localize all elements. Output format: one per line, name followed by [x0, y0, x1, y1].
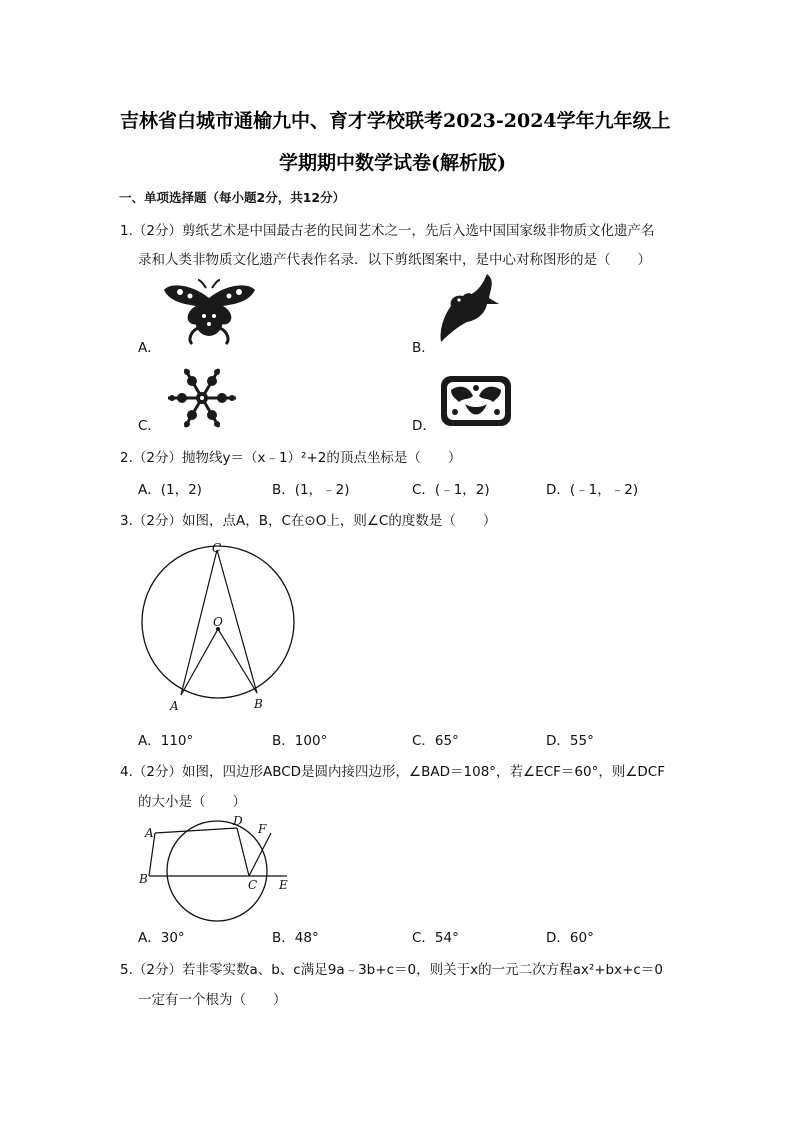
q2-option-a[interactable]: A．(1，2) — [138, 482, 202, 498]
question-2-text: 2.（2分）抛物线y＝（x﹣1）²+2的顶点坐标是（ ） — [120, 450, 462, 466]
butterfly-papercut-image — [162, 280, 257, 348]
swallow-papercut-image — [435, 274, 503, 346]
q4-label-b: B — [139, 872, 148, 886]
q4-label-a: A — [145, 826, 154, 840]
snowflake-papercut-image — [166, 362, 238, 434]
circle-figure-q3 — [130, 540, 310, 720]
q3-option-d[interactable]: D．55° — [546, 733, 594, 749]
q3-option-b[interactable]: B．100° — [272, 733, 328, 749]
q3-label-o: O — [213, 615, 223, 629]
q1-option-c-label[interactable]: C． — [138, 418, 161, 434]
q4-label-d: D — [233, 814, 243, 828]
q3-label-b: B — [254, 697, 263, 711]
question-4-line-2: 的大小是（ ） — [138, 794, 246, 810]
q3-label-c: C — [212, 541, 222, 555]
question-5-line-2: 一定有一个根为（ ） — [138, 992, 287, 1008]
q4-option-d[interactable]: D．60° — [546, 930, 594, 946]
question-4-line-1: 4.（2分）如图，四边形ABCD是圆内接四边形，∠BAD＝108°，若∠ECF＝60°，则∠DCF — [120, 764, 666, 780]
two-birds-papercut-image — [439, 374, 513, 428]
q1-option-d-label[interactable]: D． — [412, 418, 436, 434]
question-1-line-2: 录和人类非物质文化遗产代表作名录．以下剪纸图案中，是中心对称图形的是（ ） — [138, 252, 651, 268]
page-title-line-2: 学期期中数学试卷(解析版) — [279, 152, 506, 174]
q4-label-e: E — [279, 878, 288, 892]
q4-option-c[interactable]: C．54° — [412, 930, 459, 946]
q4-label-f: F — [258, 822, 267, 836]
q1-option-b-label[interactable]: B． — [412, 340, 435, 356]
question-1-line-1: 1.（2分）剪纸艺术是中国最古老的民间艺术之一，先后入选中国国家级非物质文化遗产名 — [120, 223, 655, 239]
cyclic-quadrilateral-figure-q4 — [135, 813, 305, 918]
section-heading: 一、单项选择题（每小题2分，共12分） — [119, 190, 346, 205]
q4-option-b[interactable]: B．48° — [272, 930, 319, 946]
q4-option-a[interactable]: A．30° — [138, 930, 185, 946]
q4-label-c: C — [248, 878, 258, 892]
q1-option-a-label[interactable]: A． — [138, 340, 161, 356]
q3-option-c[interactable]: C．65° — [412, 733, 459, 749]
question-5-line-1: 5.（2分）若非零实数a、b、c满足9a﹣3b+c＝0，则关于x的一元二次方程ax²+bx+c＝0 — [120, 962, 663, 978]
q2-option-b[interactable]: B．(1，﹣2) — [272, 482, 350, 498]
q3-option-a[interactable]: A．110° — [138, 733, 194, 749]
page-title-line-1: 吉林省白城市通榆九中、育才学校联考2023-2024学年九年级上 — [120, 110, 671, 132]
q2-option-d[interactable]: D．(﹣1，﹣2) — [546, 482, 639, 498]
q2-option-c[interactable]: C．(﹣1，2) — [412, 482, 490, 498]
question-3-text: 3.（2分）如图，点A，B，C在⊙O上，则∠C的度数是（ ） — [120, 513, 497, 529]
q3-label-a: A — [170, 699, 179, 713]
